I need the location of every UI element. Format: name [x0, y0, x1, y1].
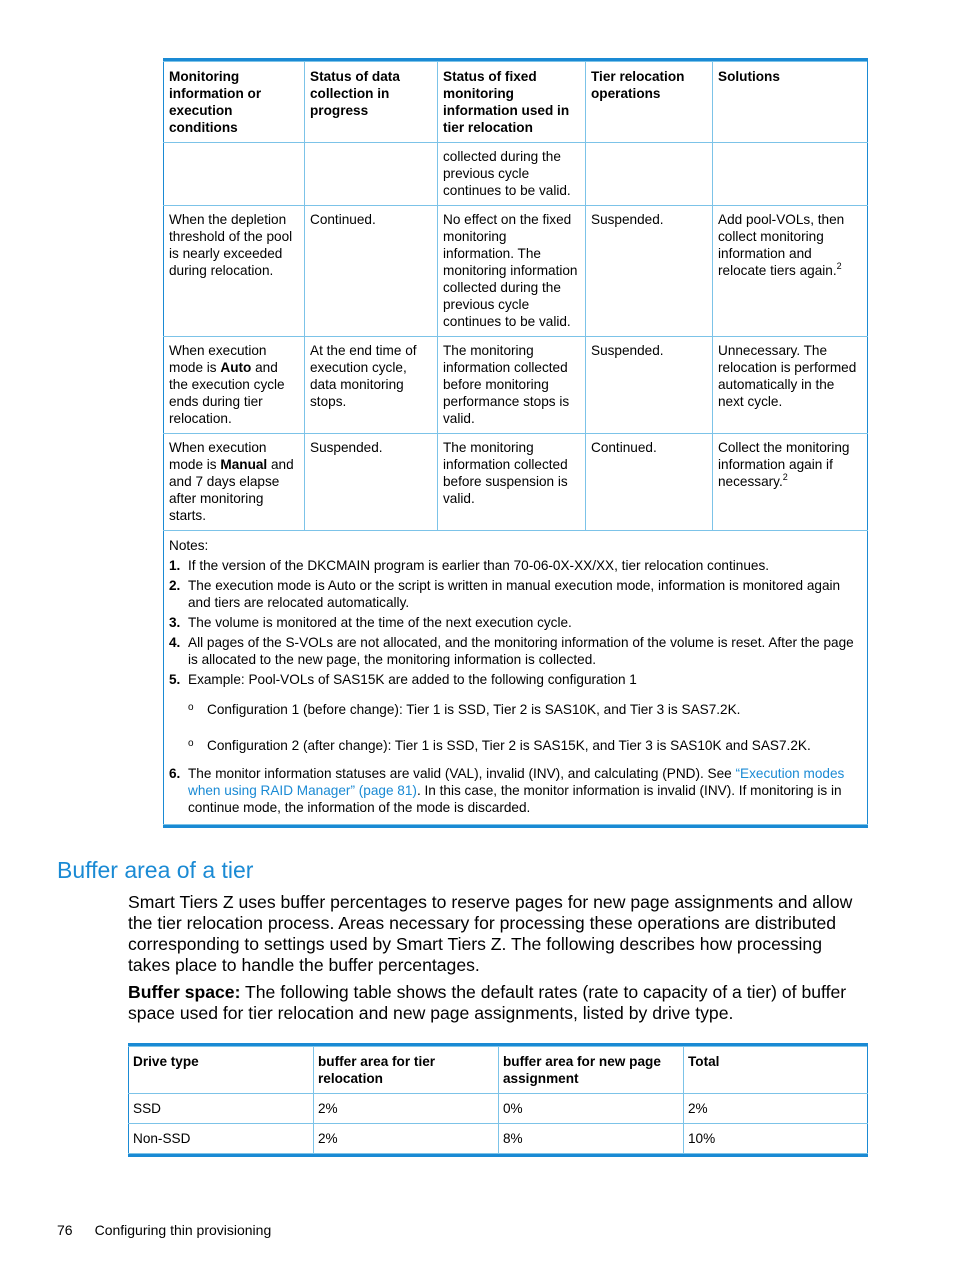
bold-lead: Buffer space:: [128, 982, 241, 1002]
notes-cell: [164, 531, 868, 825]
monitoring-conditions-table: [163, 58, 868, 828]
note-sub-text: Configuration 2 (after change): Tier 1 is SSD, Tier 2 is SAS15K, and Tier 3 is SAS10K and SAS7.2K.: [207, 738, 811, 753]
note-number: 3.: [169, 615, 181, 630]
buffer-rates-table: [128, 1043, 868, 1157]
column-header: Status of data collection in progress: [305, 62, 438, 143]
column-header: buffer area for tier relocation: [314, 1047, 499, 1094]
note-text: All pages of the S-VOLs are not allocated, and the monitoring information of the volume is reset. After the page is allocated to the new page, the monitoring information is collected.: [188, 635, 854, 667]
cell-text: Collect the monitoring information again if necessary.: [718, 440, 850, 489]
note-number: 4.: [169, 635, 181, 650]
table-cell: The monitoring information collected before monitoring performance stops is valid.: [438, 337, 586, 434]
table-row: [129, 1094, 868, 1124]
table-cell: [305, 143, 438, 206]
table-cell: [164, 434, 305, 531]
section-heading: Buffer area of a tier: [57, 857, 254, 883]
notes-label: Notes:: [169, 538, 209, 553]
table-cell: 8%: [499, 1124, 684, 1154]
table-cell: [164, 143, 305, 206]
circle-bullet-icon: o: [188, 702, 194, 713]
column-header: buffer area for new page assignment: [499, 1047, 684, 1094]
table-row: [164, 206, 868, 337]
cell-text: and the execution cycle ends during tier relocation.: [169, 360, 285, 426]
note-text-part: . In this case, the monitor information is invalid (INV). If monitoring is in continue mode, the information of the mode is discarded.: [188, 783, 842, 815]
note-number: 1.: [169, 558, 181, 573]
table-header-row: [129, 1047, 868, 1094]
cross-reference-link[interactable]: “Execution modes when using RAID Manager” (page 81): [188, 766, 845, 798]
page-number: 76: [57, 1222, 73, 1238]
table-cell: 10%: [684, 1124, 868, 1154]
table-cell: Suspended.: [586, 337, 713, 434]
note-item: [169, 634, 861, 668]
table-cell: 0%: [499, 1094, 684, 1124]
table-cell: The monitoring information collected before suspension is valid.: [438, 434, 586, 531]
bold-term: Manual: [220, 457, 268, 472]
note-sub-item: [188, 701, 861, 718]
table-cell: [713, 206, 868, 337]
notes-row: [164, 531, 868, 825]
table-cell: [713, 434, 868, 531]
note-text: The execution mode is Auto or the script is written in manual execution mode, information is monitored again and tiers are relocated automatically.: [188, 578, 841, 610]
table-cell: Continued.: [305, 206, 438, 337]
table-cell: Non-SSD: [129, 1124, 314, 1154]
chapter-title: Configuring thin provisioning: [94, 1222, 272, 1238]
table-cell: [713, 143, 868, 206]
body-paragraph: Smart Tiers Z uses buffer percentages to reserve pages for new page assignments and allow the tier relocation process. Areas necessary for processing these operations are distributed corresponding to settings used by Smart Tiers Z. The following describes how processing takes place to handle the buffer percentages.: [128, 892, 853, 975]
circle-bullet-icon: o: [188, 738, 194, 749]
note-item: [169, 577, 861, 611]
note-text: Example: Pool-VOLs of SAS15K are added to the following configuration 1: [188, 672, 637, 687]
footnote-ref: 2: [782, 472, 788, 482]
footnote-ref: 2: [836, 261, 842, 271]
table-cell: Continued.: [586, 434, 713, 531]
column-header: Monitoring information or execution conditions: [164, 62, 305, 143]
column-header: Status of fixed monitoring information used in tier relocation: [438, 62, 586, 143]
bold-term: Auto: [220, 360, 252, 375]
note-item: [169, 765, 861, 816]
table-row: [164, 143, 868, 206]
note-text: If the version of the DKCMAIN program is earlier than 70-06-0X-XX/XX, tier relocation continues.: [188, 558, 770, 573]
table-cell: 2%: [314, 1124, 499, 1154]
note-item: [169, 614, 861, 631]
cell-text: Add pool-VOLs, then collect monitoring information and relocate tiers again.: [718, 212, 845, 278]
table-cell: When the depletion threshold of the pool is nearly exceeded during relocation.: [164, 206, 305, 337]
table-cell: SSD: [129, 1094, 314, 1124]
page-footer: [57, 1222, 271, 1238]
body-paragraph: [128, 982, 868, 1024]
table-cell: collected during the previous cycle continues to be valid.: [438, 143, 586, 206]
table-cell: Unnecessary. The relocation is performed automatically in the next cycle.: [713, 337, 868, 434]
table-cell: At the end time of execution cycle, data monitoring stops.: [305, 337, 438, 434]
table-cell: No effect on the fixed monitoring information. The monitoring information collected during the previous cycle continues to be valid.: [438, 206, 586, 337]
cell-text: When execution mode is: [169, 343, 267, 375]
column-header: Tier relocation operations: [586, 62, 713, 143]
table-row: [129, 1124, 868, 1154]
table-cell: Suspended.: [586, 206, 713, 337]
note-text-part: The monitor information statuses are valid (VAL), invalid (INV), and calculating (PND). See: [188, 766, 736, 781]
note-sub-item: [188, 737, 861, 754]
note-number: 2.: [169, 578, 181, 593]
table-cell: Suspended.: [305, 434, 438, 531]
note-number: 5.: [169, 672, 181, 687]
cell-text: and and 7 days elapse after monitoring starts.: [169, 457, 294, 523]
table-cell: [164, 337, 305, 434]
note-text: [188, 765, 861, 816]
table-cell: [586, 143, 713, 206]
note-sub-text: Configuration 1 (before change): Tier 1 is SSD, Tier 2 is SAS10K, and Tier 3 is SAS7.2K.: [207, 702, 741, 717]
table-row: [164, 434, 868, 531]
note-number: 6.: [169, 766, 181, 781]
paragraph-text: The following table shows the default rates (rate to capacity of a tier) of buffer space used for tier relocation and new page assignments, listed by drive type.: [128, 982, 847, 1023]
column-header: Total: [684, 1047, 868, 1094]
table-row: [164, 337, 868, 434]
column-header: Drive type: [129, 1047, 314, 1094]
column-header: Solutions: [713, 62, 868, 143]
table-header-row: [164, 62, 868, 143]
table-cell: 2%: [314, 1094, 499, 1124]
note-item: [169, 557, 861, 574]
cell-text: When execution mode is: [169, 440, 267, 472]
table-cell: 2%: [684, 1094, 868, 1124]
note-text: The volume is monitored at the time of the next execution cycle.: [188, 615, 572, 630]
note-item: [169, 671, 861, 688]
